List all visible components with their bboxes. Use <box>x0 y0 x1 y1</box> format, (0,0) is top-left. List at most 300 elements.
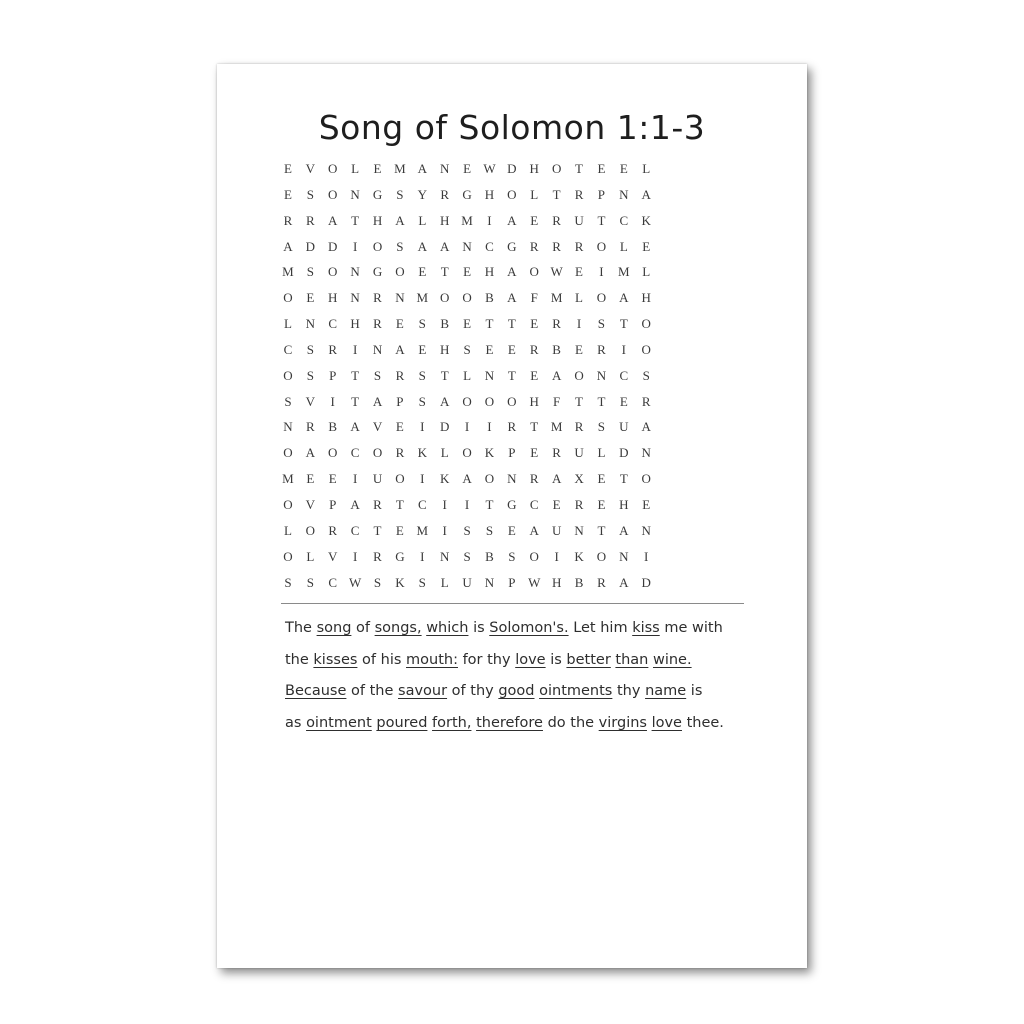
grid-letter: A <box>350 496 361 512</box>
grid-letter: I <box>420 548 425 564</box>
grid-letter: E <box>575 341 584 357</box>
grid-letter: O <box>283 548 294 564</box>
grid-letter: L <box>306 548 315 564</box>
passage-line <box>285 645 755 677</box>
passage-word: thy <box>616 683 641 700</box>
grid-letter: U <box>462 574 473 590</box>
hidden-word: wine. <box>652 651 692 668</box>
grid-letter: B <box>440 316 450 332</box>
grid-row <box>277 208 751 234</box>
grid-letter: G <box>395 548 406 564</box>
grid-letter: I <box>352 238 358 254</box>
grid-letter: N <box>350 186 361 202</box>
grid-letter: N <box>507 471 518 487</box>
passage-word: The <box>285 620 312 636</box>
grid-letter: N <box>439 161 450 176</box>
grid-letter: S <box>396 238 405 254</box>
grid-letter: A <box>507 264 518 280</box>
grid-row <box>277 234 751 260</box>
grid-letter: E <box>597 161 606 176</box>
grid-letter: R <box>328 522 338 538</box>
grid-letter: A <box>641 186 652 202</box>
grid-letter: S <box>485 522 494 538</box>
grid-letter: O <box>596 548 607 564</box>
grid-letter: H <box>372 212 383 228</box>
hidden-word: mouth: <box>406 651 458 668</box>
grid-letter: E <box>283 161 293 176</box>
grid-letter: A <box>619 522 629 538</box>
grid-letter: W <box>528 574 541 590</box>
grid-letter: A <box>551 471 562 487</box>
passage-word: of <box>351 683 365 700</box>
grid-letter: E <box>507 522 517 538</box>
hidden-word: virgins <box>598 715 647 732</box>
grid-letter: R <box>529 341 540 357</box>
grid-letter: N <box>372 341 383 357</box>
grid-letter: R <box>574 186 584 202</box>
page-title: Song of Solomon 1:1-3 <box>318 108 706 147</box>
grid-letter: E <box>552 496 562 512</box>
grid-letter: R <box>552 238 562 254</box>
grid-letter: O <box>596 238 607 254</box>
grid-letter: M <box>416 290 429 306</box>
grid-letter: E <box>306 290 315 306</box>
passage-line <box>285 613 755 645</box>
grid-letter: S <box>306 264 315 280</box>
hidden-word: kiss <box>632 620 660 636</box>
grid-letter: B <box>485 290 495 306</box>
grid-letter: L <box>619 238 629 254</box>
grid-letter: C <box>350 522 360 538</box>
grid-letter: I <box>352 548 358 564</box>
passage-word: of <box>451 683 466 700</box>
grid-letter: F <box>553 393 561 409</box>
grid-letter: S <box>418 316 427 332</box>
grid-row <box>277 389 751 415</box>
grid-letter: E <box>597 471 606 487</box>
grid-letter: O <box>283 290 294 306</box>
hidden-word: Because <box>285 683 347 700</box>
grid-letter: L <box>463 367 472 383</box>
passage-word: is <box>690 683 703 700</box>
passage-word: thee. <box>686 715 724 732</box>
grid-letter: I <box>464 419 470 435</box>
grid-letter: N <box>439 548 450 564</box>
grid-letter: L <box>283 316 293 332</box>
grid-letter: S <box>284 574 293 590</box>
grid-letter: S <box>597 316 606 332</box>
grid-row <box>277 311 751 337</box>
grid-letter: I <box>420 471 425 487</box>
grid-letter: P <box>329 496 337 512</box>
grid-letter: H <box>439 341 450 357</box>
grid-letter: C <box>283 341 293 357</box>
grid-letter: D <box>619 445 629 461</box>
passage-word: with <box>692 620 723 636</box>
grid-letter: S <box>597 419 606 435</box>
grid-letter: O <box>507 186 518 202</box>
grid-letter: O <box>328 445 338 461</box>
grid-letter: R <box>597 574 607 590</box>
hidden-word: better <box>566 651 611 668</box>
grid-letter: R <box>529 471 540 487</box>
grid-letter: C <box>328 574 338 590</box>
grid-letter: H <box>529 161 540 176</box>
grid-letter: R <box>529 238 540 254</box>
grid-letter: R <box>306 212 316 228</box>
grid-letter: B <box>574 574 584 590</box>
grid-letter: O <box>529 548 540 564</box>
grid-letter: S <box>463 548 472 564</box>
grid-letter: N <box>641 445 652 461</box>
grid-letter: S <box>306 574 315 590</box>
grid-letter: R <box>507 419 517 435</box>
grid-letter: E <box>507 341 517 357</box>
grid-letter: G <box>507 238 518 254</box>
grid-letter: O <box>551 161 562 176</box>
passage-word: of <box>356 620 370 636</box>
grid-letter: T <box>351 367 360 383</box>
grid-letter: R <box>373 290 383 306</box>
grid-letter: E <box>395 522 405 538</box>
grid-letter: C <box>350 445 360 461</box>
grid-letter: A <box>529 522 540 538</box>
grid-letter: M <box>282 264 295 280</box>
grid-letter: K <box>439 471 450 487</box>
grid-letter: A <box>372 393 383 409</box>
grid-letter: M <box>550 290 563 306</box>
grid-letter: K <box>574 548 585 564</box>
grid-row <box>277 182 751 208</box>
grid-letter: N <box>395 290 406 306</box>
grid-letter: H <box>350 316 361 332</box>
hidden-word: Solomon's. <box>489 620 569 636</box>
grid-letter: A <box>417 161 428 176</box>
grid-letter: N <box>641 522 652 538</box>
grid-letter: A <box>350 419 361 435</box>
grid-letter: R <box>373 548 383 564</box>
grid-letter: F <box>530 290 539 306</box>
grid-letter: R <box>395 367 405 383</box>
hidden-word: forth, <box>432 715 472 732</box>
grid-letter: S <box>396 186 405 202</box>
grid-letter: L <box>283 522 293 538</box>
passage-line <box>285 708 755 740</box>
grid-letter: H <box>484 186 495 202</box>
grid-letter: N <box>484 574 495 590</box>
grid-letter: R <box>440 186 450 202</box>
hidden-word: song <box>316 620 352 636</box>
grid-letter: M <box>282 471 295 487</box>
grid-letter: E <box>373 161 382 176</box>
passage-word: do <box>547 715 566 732</box>
grid-letter: R <box>552 445 562 461</box>
passage-word: is <box>550 651 562 668</box>
grid-letter: G <box>372 264 383 280</box>
passage-word: the <box>570 715 595 732</box>
grid-letter: E <box>642 238 651 254</box>
grid-letter: N <box>574 522 585 538</box>
grid-letter: U <box>619 419 629 435</box>
grid-letter: X <box>574 471 585 487</box>
grid-letter: N <box>484 367 495 383</box>
grid-letter: R <box>641 393 652 409</box>
grid-letter: R <box>597 341 607 357</box>
grid-letter: R <box>574 238 584 254</box>
grid-letter: W <box>483 161 497 176</box>
grid-letter: M <box>416 522 429 538</box>
grid-letter: O <box>283 496 294 512</box>
grid-letter: T <box>530 419 539 435</box>
hidden-word: songs, <box>374 620 422 636</box>
hidden-word: name <box>645 683 687 700</box>
grid-letter: U <box>574 445 585 461</box>
grid-letter: U <box>574 212 585 228</box>
grid-letter: A <box>641 419 652 435</box>
grid-row <box>277 363 751 389</box>
grid-letter: N <box>462 238 473 254</box>
passage-word: is <box>473 620 485 636</box>
grid-letter: A <box>439 393 450 409</box>
grid-letter: L <box>418 212 427 228</box>
grid-letter: H <box>551 574 562 590</box>
grid-letter: S <box>284 393 293 409</box>
grid-letter: A <box>551 367 562 383</box>
passage-word: his <box>380 651 402 668</box>
grid-letter: I <box>330 393 336 409</box>
grid-letter: O <box>395 471 406 487</box>
grid-letter: T <box>575 161 584 176</box>
hidden-word: than <box>615 651 649 668</box>
grid-letter: O <box>484 393 495 409</box>
grid-letter: V <box>328 548 338 564</box>
grid-letter: R <box>574 419 584 435</box>
passage-word: as <box>285 715 302 732</box>
grid-letter: R <box>373 316 383 332</box>
grid-letter: L <box>530 186 539 202</box>
grid-letter: D <box>439 419 450 435</box>
hidden-word: love <box>651 715 682 732</box>
grid-letter: H <box>439 212 450 228</box>
grid-letter: T <box>485 496 494 512</box>
grid-letter: H <box>484 264 495 280</box>
grid-letter: O <box>283 367 294 383</box>
passage-word: Let <box>573 620 596 636</box>
grid-letter: L <box>642 161 651 176</box>
grid-letter: R <box>395 445 405 461</box>
grid-letter: A <box>439 238 450 254</box>
grid-letter: W <box>550 264 564 280</box>
grid-letter: C <box>417 496 428 512</box>
grid-letter: T <box>597 522 606 538</box>
grid-letter: H <box>619 496 629 512</box>
grid-letter: R <box>373 496 383 512</box>
grid-letter: T <box>440 264 450 280</box>
grid-letter: O <box>372 445 383 461</box>
grid-letter: O <box>529 264 540 280</box>
grid-letter: B <box>328 419 338 435</box>
grid-letter: M <box>461 212 474 228</box>
grid-letter: M <box>618 264 631 280</box>
hidden-word: good <box>498 683 535 700</box>
grid-row <box>277 337 751 363</box>
grid-letter: A <box>462 471 473 487</box>
grid-letter: U <box>372 471 383 487</box>
grid-letter: U <box>551 522 562 538</box>
passage-line <box>285 676 755 708</box>
grid-letter: I <box>576 316 582 332</box>
grid-letter: G <box>372 186 383 202</box>
grid-letter: E <box>530 316 539 332</box>
hidden-word: which <box>426 620 469 636</box>
grid-letter: S <box>373 574 382 590</box>
grid-letter: N <box>596 367 607 383</box>
grid-letter: N <box>350 290 361 306</box>
grid-row <box>277 544 751 570</box>
grid-letter: E <box>306 471 315 487</box>
grid-letter: T <box>619 316 629 332</box>
grid-letter: B <box>552 341 562 357</box>
grid-letter: O <box>462 393 473 409</box>
grid-letter: V <box>305 393 316 409</box>
grid-letter: A <box>507 212 518 228</box>
grid-letter: M <box>394 161 407 176</box>
word-search-grid <box>277 156 751 595</box>
grid-row <box>277 570 751 596</box>
grid-letter: E <box>530 445 539 461</box>
grid-letter: V <box>372 419 383 435</box>
grid-letter: L <box>575 290 584 306</box>
grid-letter: H <box>529 393 540 409</box>
grid-letter: T <box>485 316 494 332</box>
grid-row <box>277 259 751 285</box>
grid-letter: L <box>351 161 360 176</box>
grid-letter: E <box>619 393 629 409</box>
grid-letter: O <box>328 264 338 280</box>
grid-row <box>277 440 751 466</box>
grid-letter: A <box>507 290 518 306</box>
grid-letter: E <box>418 264 427 280</box>
grid-letter: E <box>328 471 338 487</box>
grid-letter: E <box>463 161 472 176</box>
grid-letter: S <box>642 367 651 383</box>
grid-letter: S <box>508 548 516 564</box>
passage-word: of <box>362 651 377 668</box>
grid-letter: D <box>328 238 338 254</box>
grid-letter: T <box>440 367 450 383</box>
grid-letter: N <box>305 316 316 332</box>
grid-letter: P <box>329 367 337 383</box>
grid-letter: O <box>439 290 450 306</box>
grid-letter: O <box>328 186 338 202</box>
grid-letter: R <box>574 496 584 512</box>
grid-letter: S <box>306 367 315 383</box>
grid-letter: G <box>507 496 518 512</box>
passage-word: me <box>664 620 688 636</box>
hidden-word: kisses <box>313 651 358 668</box>
grid-letter: T <box>597 212 606 228</box>
grid-letter: E <box>575 264 584 280</box>
grid-letter: O <box>574 367 585 383</box>
grid-letter: O <box>328 161 338 176</box>
grid-letter: P <box>508 445 516 461</box>
grid-letter: L <box>597 445 606 461</box>
grid-letter: A <box>619 574 629 590</box>
grid-letter: W <box>348 574 362 590</box>
grid-letter: V <box>305 496 316 512</box>
grid-letter: E <box>642 496 651 512</box>
grid-letter: E <box>395 419 405 435</box>
hidden-word: ointments <box>539 683 613 700</box>
grid-letter: R <box>552 212 562 228</box>
grid-letter: K <box>641 212 652 228</box>
grid-row <box>277 518 751 544</box>
grid-letter: O <box>596 290 607 306</box>
grid-row <box>277 285 751 311</box>
grid-letter: N <box>619 548 629 564</box>
grid-letter: R <box>328 341 338 357</box>
grid-letter: C <box>328 316 338 332</box>
grid-letter: A <box>305 445 316 461</box>
grid-letter: S <box>306 341 315 357</box>
grid-letter: O <box>641 316 652 332</box>
grid-letter: G <box>462 186 473 202</box>
grid-letter: O <box>462 290 473 306</box>
grid-letter: E <box>530 367 539 383</box>
grid-letter: R <box>283 212 293 228</box>
grid-letter: L <box>440 574 450 590</box>
grid-row <box>277 156 751 182</box>
grid-letter: I <box>554 548 560 564</box>
grid-letter: H <box>641 290 652 306</box>
grid-letter: C <box>485 238 495 254</box>
grid-letter: I <box>442 496 448 512</box>
scripture-passage <box>285 613 755 740</box>
grid-letter: O <box>395 264 406 280</box>
passage-word: for <box>462 651 483 668</box>
hidden-word: ointment <box>306 715 372 732</box>
grid-letter: E <box>283 186 293 202</box>
grid-letter: O <box>507 393 518 409</box>
grid-letter: N <box>619 186 629 202</box>
grid-letter: T <box>507 316 517 332</box>
grid-letter: E <box>463 316 472 332</box>
grid-row <box>277 466 751 492</box>
grid-letter: O <box>484 471 495 487</box>
grid-letter: H <box>328 290 338 306</box>
grid-letter: C <box>529 496 540 512</box>
grid-letter: T <box>597 393 606 409</box>
grid-letter: T <box>395 496 405 512</box>
grid-letter: D <box>305 238 316 254</box>
grid-row <box>277 492 751 518</box>
grid-letter: A <box>395 212 406 228</box>
hidden-word: poured <box>376 715 428 732</box>
grid-letter: I <box>464 496 470 512</box>
grid-letter: O <box>283 445 294 461</box>
grid-letter: T <box>552 186 562 202</box>
grid-letter: O <box>305 522 316 538</box>
grid-letter: O <box>372 238 383 254</box>
grid-letter: R <box>552 316 562 332</box>
grid-letter: L <box>440 445 450 461</box>
grid-letter: I <box>442 522 448 538</box>
grid-letter: S <box>463 341 472 357</box>
grid-letter: E <box>619 161 629 176</box>
grid-letter: P <box>396 393 405 409</box>
hidden-word: therefore <box>476 715 543 732</box>
grid-letter: O <box>641 471 652 487</box>
